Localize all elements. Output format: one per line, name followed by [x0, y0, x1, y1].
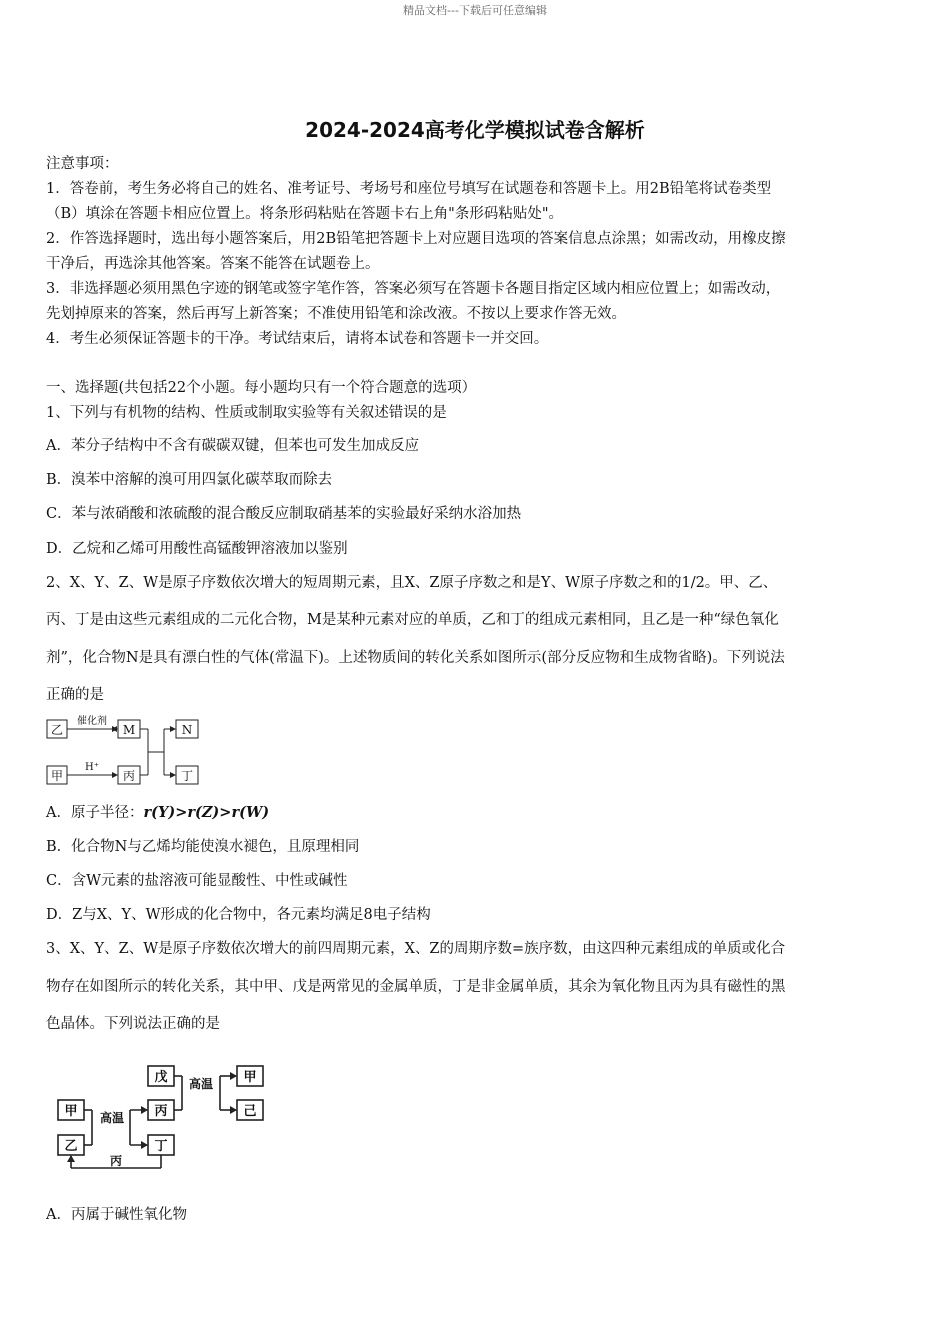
q3-stem-line-2: 物存在如图所示的转化关系，其中甲、戊是两常见的金属单质，丁是非金属单质，其余为氧化物且丙为具有磁性的黑 — [46, 979, 786, 995]
q2-option-c: C．含W元素的盐溶液可能显酸性、中性或碱性 — [46, 873, 348, 889]
page-title: 2024-2024高考化学模拟试卷含解析 — [305, 118, 645, 142]
q2-option-a-formula: r(Y)>r(Z)>r(W) — [143, 804, 270, 821]
notice-line-4: 干净后，再选涂其他答案。答案不能答在试题卷上。 — [46, 256, 380, 272]
q3-stem-line-1: 3、X、Y、Z、W是原子序数依次增大的前四周期元素，X、Z的周期序数=族序数，由这四种元素组成的单质或化合 — [46, 941, 786, 957]
notice-line-2: （B）填涂在答题卡相应位置上。将条形码粘贴在答题卡右上角"条形码粘贴处"。 — [46, 206, 563, 222]
q3-diagram — [54, 1058, 270, 1178]
notice-line-6: 先划掉原来的答案，然后再写上新答案；不准使用铅笔和涂改液。不按以上要求作答无效。 — [46, 306, 626, 322]
q2-stem-line-3: 剂”，化合物N是具有漂白性的气体(常温下)。上述物质间的转化关系如图所示(部分反应物和生成物省略)。下列说法 — [46, 650, 785, 666]
q3-gaowen-right: 高温 — [188, 1077, 214, 1091]
page-header: 精品文档---下载后可任意编辑 — [403, 4, 547, 17]
q3-label-jia2: 甲 — [243, 1070, 257, 1085]
q1-option-d: D．乙烷和乙烯可用酸性高锰酸钾溶液加以鉴别 — [46, 541, 348, 557]
notice-line-5: 3．非选择题必须用黑色字迹的钢笔或签字笔作答，答案必须写在答题卡各题目指定区域内相应位置上；如需改动， — [46, 281, 781, 297]
q2-stem-line-2: 丙、丁是由这些元素组成的二元化合物，M是某种元素对应的单质，乙和丁的组成元素相同，且乙是一种“绿色氧化 — [46, 612, 779, 628]
q3-label-bing: 丙 — [154, 1104, 168, 1119]
section-heading: 一、选择题(共包括22个小题。每小题均只有一个符合题意的选项） — [46, 380, 477, 396]
q2-label-jia: 甲 — [50, 769, 64, 783]
q3-label-jia: 甲 — [64, 1104, 78, 1119]
notice-line-7: 4．考生必须保证答题卡的干净。考试结束后，请将本试卷和答题卡一并交回。 — [46, 331, 549, 347]
q3-bottom-label: 丙 — [109, 1154, 123, 1168]
notice-heading: 注意事项： — [46, 156, 119, 172]
q3-label-ding: 丁 — [154, 1139, 168, 1154]
q1-option-c: C．苯与浓硝酸和浓硫酸的混合酸反应制取硝基苯的实验最好采纳水浴加热 — [46, 506, 522, 522]
q3-label-ji: 己 — [243, 1104, 257, 1119]
q1-option-b: B．溴苯中溶解的溴可用四氯化碳萃取而除去 — [46, 472, 333, 488]
q2-label-ding: 丁 — [180, 769, 194, 783]
q3-label-wu: 戊 — [154, 1070, 168, 1085]
q2-option-a-prefix: A．原子半径： — [46, 805, 144, 821]
q2-option-d: D．Z与X、Y、W形成的化合物中，各元素均满足8电子结构 — [46, 907, 431, 923]
q2-stem-line-1: 2、X、Y、Z、W是原子序数依次增大的短周期元素，且X、Z原子序数之和是Y、W原子序数之和的1/2。甲、乙、 — [46, 575, 778, 591]
q1-stem: 1、下列与有机物的结构、性质或制取实验等有关叙述错误的是 — [46, 405, 447, 421]
notice-line-1: 1．答卷前，考生务必将自己的姓名、准考证号、考场号和座位号填写在试题卷和答题卡上。用2B铅笔将试卷类型 — [46, 181, 772, 197]
q2-label-bing: 丙 — [122, 769, 136, 783]
q2-option-a — [46, 801, 269, 822]
q2-label-m: M — [122, 723, 136, 737]
q3-stem-line-3: 色晶体。下列说法正确的是 — [46, 1016, 220, 1032]
q1-option-a: A．苯分子结构中不含有碳碳双键，但苯也可发生加成反应 — [46, 438, 419, 454]
q2-diagram — [44, 710, 214, 792]
q3-label-yi: 乙 — [64, 1139, 78, 1154]
q2-option-b: B．化合物N与乙烯均能使溴水褪色，且原理相同 — [46, 839, 360, 855]
q3-option-a: A．丙属于碱性氧化物 — [46, 1207, 187, 1223]
q2-stem-line-4: 正确的是 — [46, 687, 104, 703]
notice-line-3: 2．作答选择题时，选出每小题答案后，用2B铅笔把答题卡上对应题目选项的答案信息点涂黑；如需改动，用橡皮擦 — [46, 231, 786, 247]
q2-catalyst-label: 催化剂 — [77, 716, 107, 727]
q2-h-label: H⁺ — [85, 762, 99, 773]
q3-gaowen-left: 高温 — [99, 1111, 125, 1125]
q2-label-yi: 乙 — [50, 723, 64, 737]
q2-label-n: N — [181, 723, 193, 737]
